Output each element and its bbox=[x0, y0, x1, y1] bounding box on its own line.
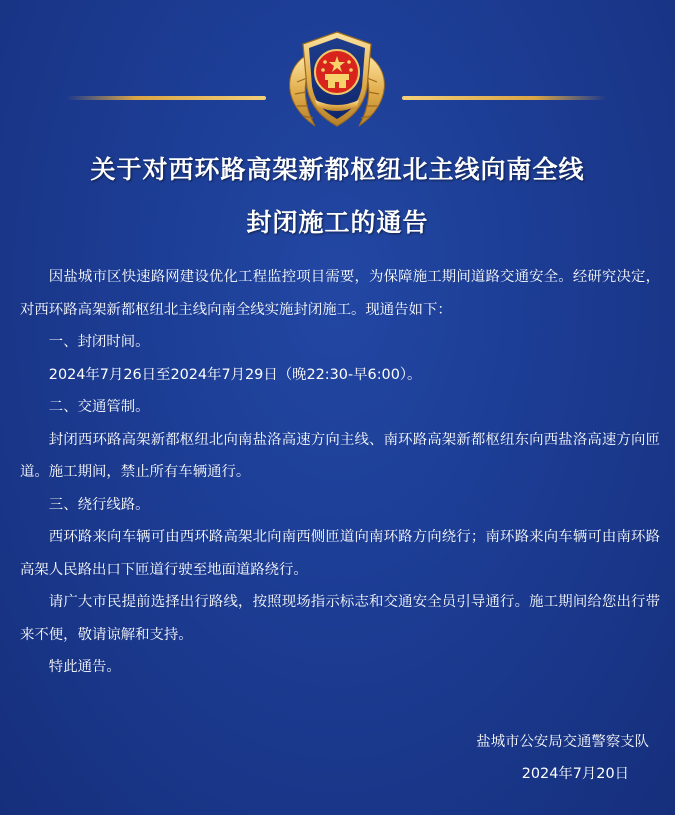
heading-closure-time: 一、封闭时间。 bbox=[48, 334, 150, 350]
paragraph-traffic-control: 封闭西环路高架新都枢纽北向南盐洛高速方向主线、南环路高架新都枢纽东向西盐洛高速方向匝道。施工期间，禁止所有车辆通行。 bbox=[20, 431, 660, 480]
police-emblem-icon bbox=[275, 26, 399, 134]
paragraph-closing: 特此通告。 bbox=[48, 659, 121, 675]
issue-date: 2024年7月20日 bbox=[521, 766, 629, 782]
notice-body bbox=[20, 261, 660, 684]
gold-divider-right bbox=[402, 96, 607, 100]
heading-detour-routes: 三、绕行线路。 bbox=[48, 496, 150, 513]
paragraph-closure-time: 2024年7月26日至2024年7月29日（晚22:30-早6:00）。 bbox=[48, 366, 422, 383]
notice-title-line1: 关于对西环路高架新都枢纽北主线向南全线 bbox=[90, 155, 585, 184]
paragraph-intro: 因盐城市区快速路网建设优化工程监控项目需要，为保障施工期间道路交通安全。经研究决定，对西环路高架新都枢纽北主线向南全线实施封闭施工。现通告如下： bbox=[20, 269, 660, 318]
notice-title-line2: 封闭施工的通告 bbox=[246, 208, 429, 237]
gold-divider-left bbox=[66, 96, 266, 100]
heading-traffic-control: 二、交通管制。 bbox=[48, 399, 150, 415]
paragraph-public-notice: 请广大市民提前选择出行路线，按照现场指示标志和交通安全员引导通行。施工期间给您出行带来不便，敬请谅解和支持。 bbox=[20, 594, 660, 643]
paragraph-detour-routes: 西环路来向车辆可由西环路高架北向南西侧匝道向南环路方向绕行；南环路来向车辆可由南环路高架人民路出口下匝道行驶至地面道路绕行。 bbox=[20, 529, 660, 578]
issuer-name: 盐城市公安局交通警察支队 bbox=[476, 734, 649, 750]
